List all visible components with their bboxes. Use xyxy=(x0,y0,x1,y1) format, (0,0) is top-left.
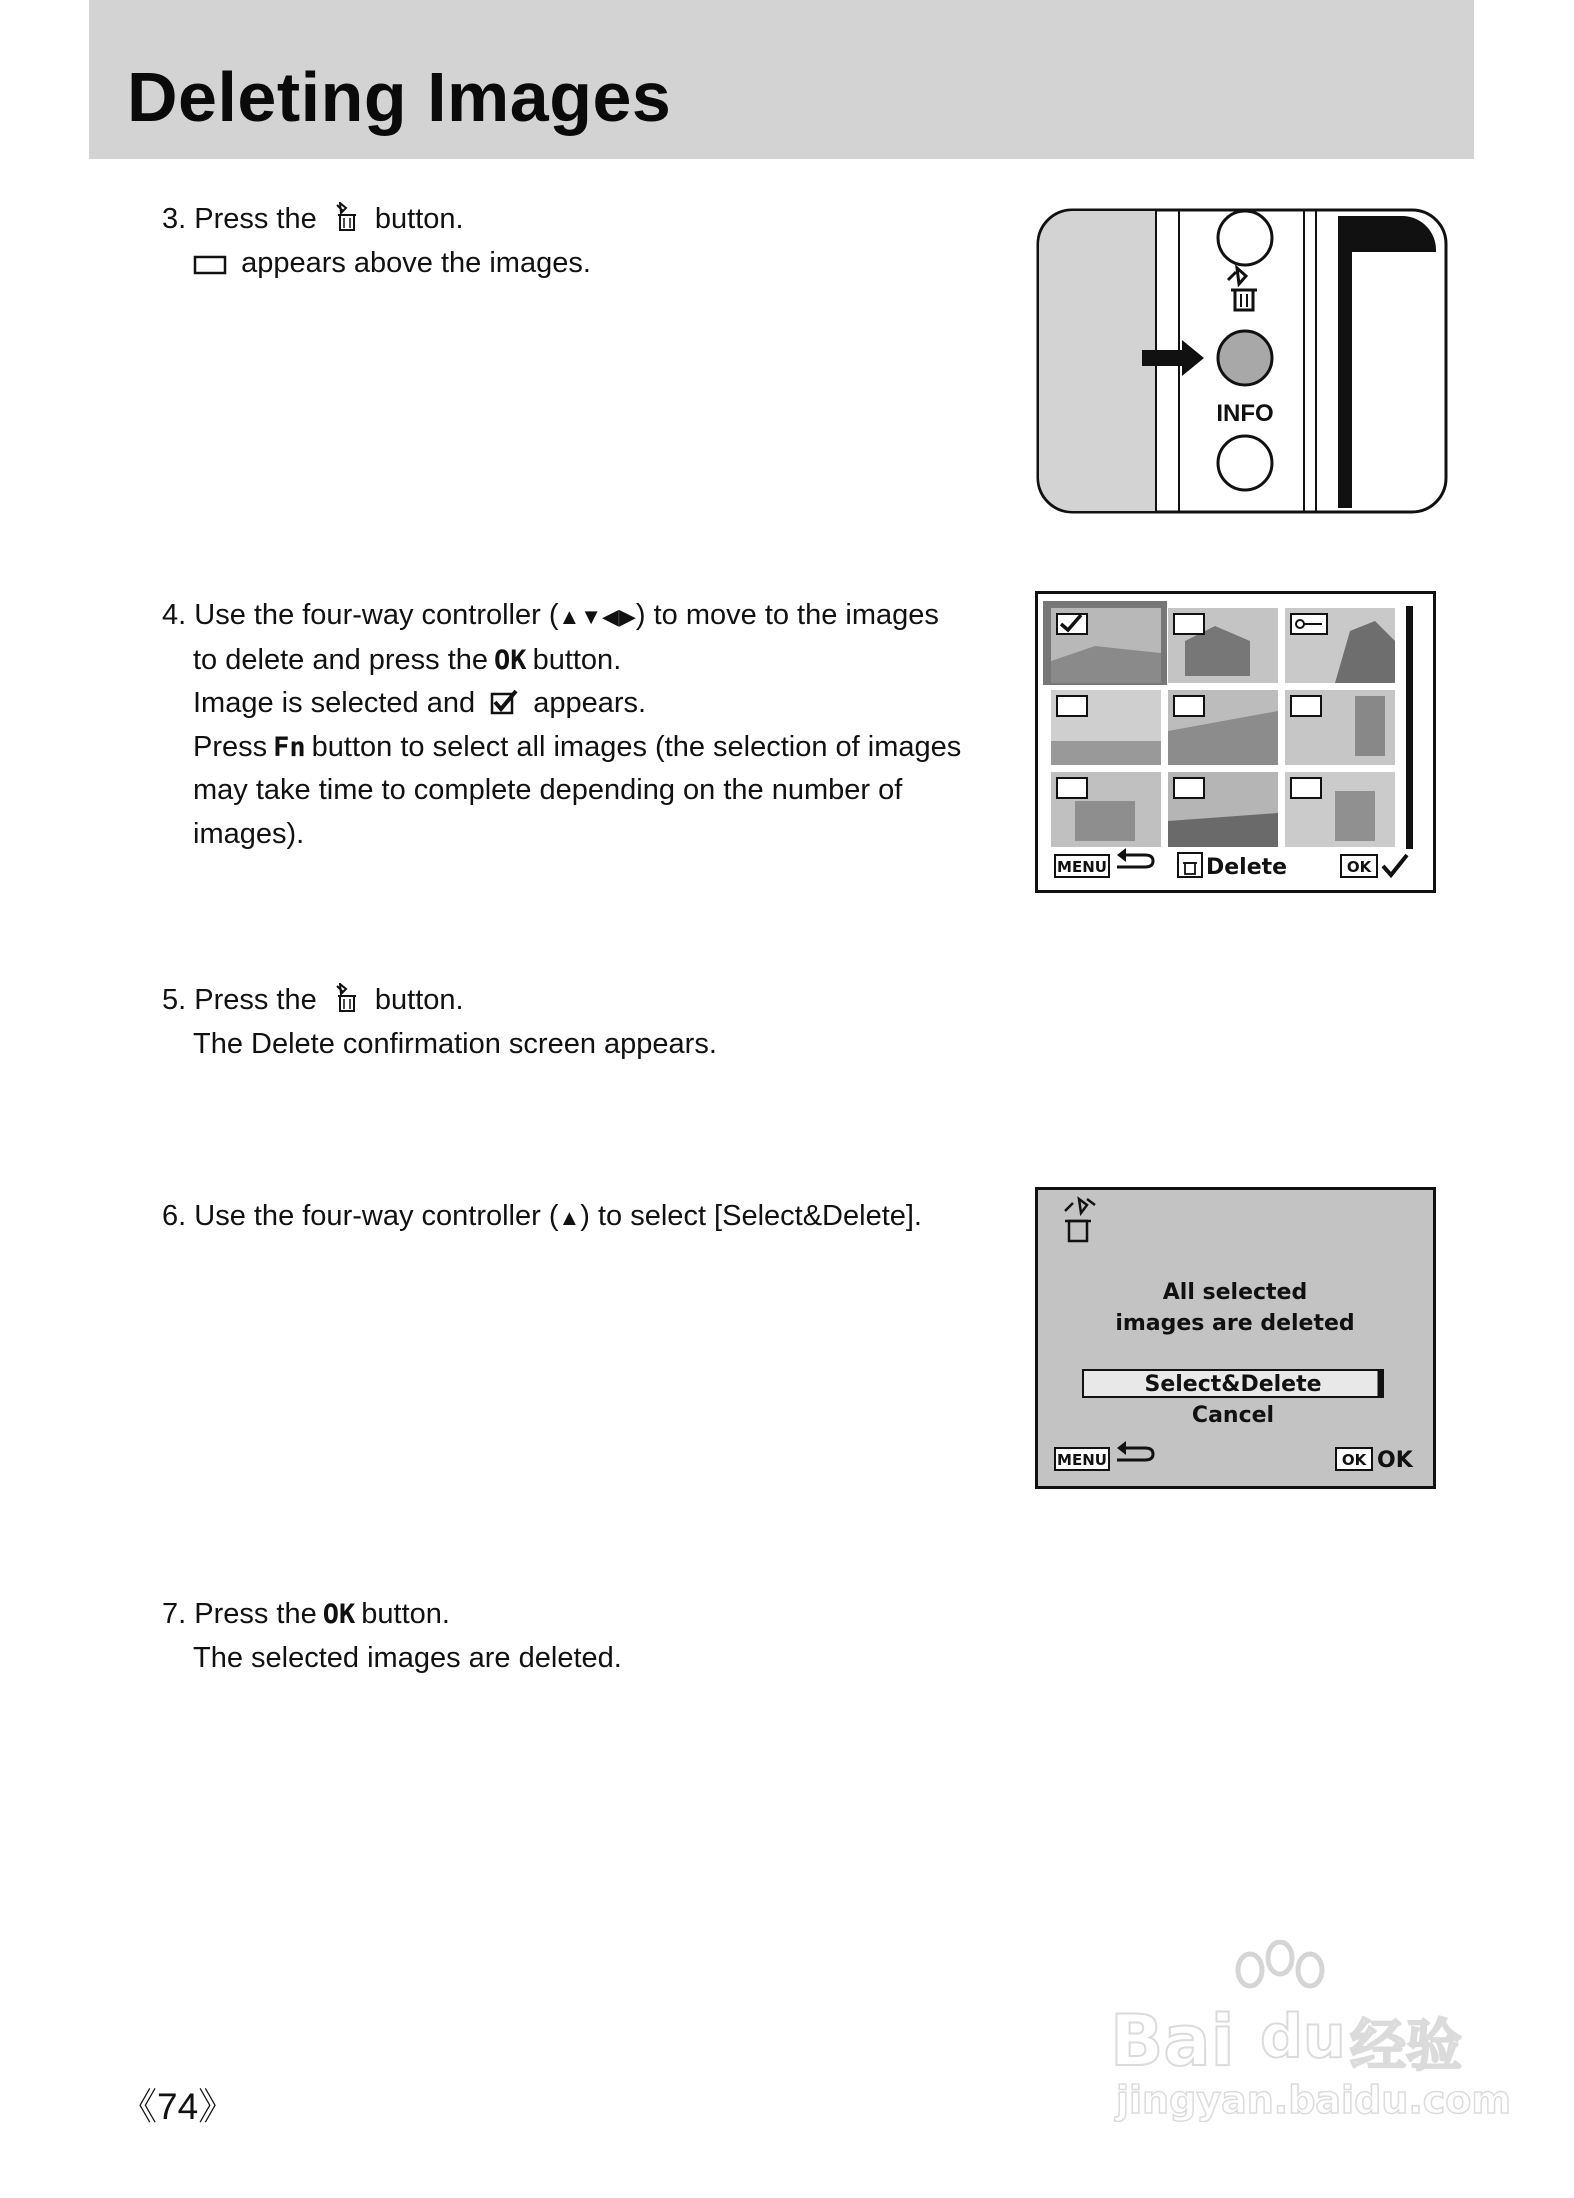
step-text: ) to select [Select&Delete]. xyxy=(580,1200,922,1232)
step-text: Press the xyxy=(194,1598,317,1630)
step-text: Use the four-way controller ( xyxy=(194,1200,559,1232)
step-text: may take time to complete depending on the number of xyxy=(193,774,903,806)
checkbox-empty-icon xyxy=(1174,614,1204,634)
step-text: button. xyxy=(532,643,622,676)
step-text: ) to move to the images xyxy=(635,599,939,631)
trash-icon xyxy=(331,983,361,1013)
checkbox-empty-icon xyxy=(1057,696,1087,716)
arrow-keys-icon: ▲▼◀▶ xyxy=(558,604,636,629)
step-6 xyxy=(162,1195,982,1240)
page-number: 《74》 xyxy=(120,2086,236,2127)
step-4 xyxy=(162,594,982,856)
step-text: Press the xyxy=(194,203,317,235)
thumbnail-selection-screen xyxy=(1035,591,1436,893)
checkbox-empty-icon xyxy=(1057,778,1087,798)
step-7 xyxy=(162,1593,982,1680)
menu-label: MENU xyxy=(1057,1451,1107,1469)
step-text: button. xyxy=(374,203,464,235)
step-text: The Delete confirmation screen appears. xyxy=(193,1027,717,1060)
step-text: Press the xyxy=(194,984,317,1016)
step-number: 5. xyxy=(162,984,187,1016)
checkbox-empty-icon xyxy=(1174,696,1204,716)
step-text: Use the four-way controller ( xyxy=(194,599,559,631)
checkbox-empty-icon xyxy=(193,254,227,276)
header-band xyxy=(89,0,1474,159)
step-text: button. xyxy=(361,1598,450,1630)
step-text: images). xyxy=(193,817,305,850)
step-text: appears. xyxy=(533,687,647,719)
ok-text: OK xyxy=(1377,1448,1413,1473)
thumbnail-grid xyxy=(1051,608,1395,847)
step-number: 7. xyxy=(162,1598,187,1630)
scrollbar xyxy=(1406,606,1413,849)
checkbox-empty-icon xyxy=(1291,696,1321,716)
confirm-message-line2: images are deleted xyxy=(1115,1311,1355,1336)
step-text: Image is selected and xyxy=(193,687,476,719)
option-cancel-label: Cancel xyxy=(1191,1403,1275,1428)
trash-icon xyxy=(331,202,361,232)
step-5 xyxy=(162,979,982,1066)
watermark-url: jingyan.baidu.com xyxy=(1116,2078,1511,2122)
checkbox-empty-icon xyxy=(1291,778,1321,798)
ok-label: OK xyxy=(1341,1451,1367,1469)
step-text: Press xyxy=(193,730,268,763)
step-number: 6. xyxy=(162,1200,187,1232)
up-arrow-icon: ▲ xyxy=(558,1205,581,1230)
step-text: appears above the images. xyxy=(241,246,591,279)
ok-button-glyph: OK xyxy=(494,644,527,676)
step-text: button. xyxy=(374,984,464,1016)
checkbox-checked-icon xyxy=(489,688,519,716)
watermark-du: du xyxy=(1260,2002,1346,2072)
step-text: The selected images are deleted. xyxy=(193,1641,622,1674)
page-title: Deleting Images xyxy=(127,58,672,136)
info-button xyxy=(1218,436,1272,490)
trash-button xyxy=(1218,331,1272,385)
info-label: INFO xyxy=(1216,400,1274,427)
ok-button-glyph: OK xyxy=(322,1599,356,1630)
delete-label: Delete xyxy=(1206,855,1288,880)
step-text: to delete and press the xyxy=(193,643,489,676)
watermark-bai: Bai xyxy=(1110,2000,1235,2082)
confirm-message-line1: All selected xyxy=(1162,1280,1308,1305)
step-3 xyxy=(162,198,982,285)
camera-button-illustration xyxy=(1036,208,1448,514)
option-select-delete-label: Select&Delete xyxy=(1144,1372,1322,1397)
baidu-watermark xyxy=(1110,1940,1511,2130)
top-button xyxy=(1218,211,1272,265)
step-text: button to select all images (the selection of images xyxy=(311,730,962,763)
menu-label: MENU xyxy=(1057,858,1107,876)
checkbox-empty-icon xyxy=(1174,778,1204,798)
fn-button-glyph: Fn xyxy=(273,731,306,763)
watermark-jingyan: 经验 xyxy=(1350,2014,1462,2079)
step-number: 4. xyxy=(162,599,187,631)
trash-icon xyxy=(1178,853,1202,877)
delete-confirmation-screen xyxy=(1035,1187,1436,1489)
step-number: 3. xyxy=(162,203,187,235)
ok-label: OK xyxy=(1346,858,1372,876)
